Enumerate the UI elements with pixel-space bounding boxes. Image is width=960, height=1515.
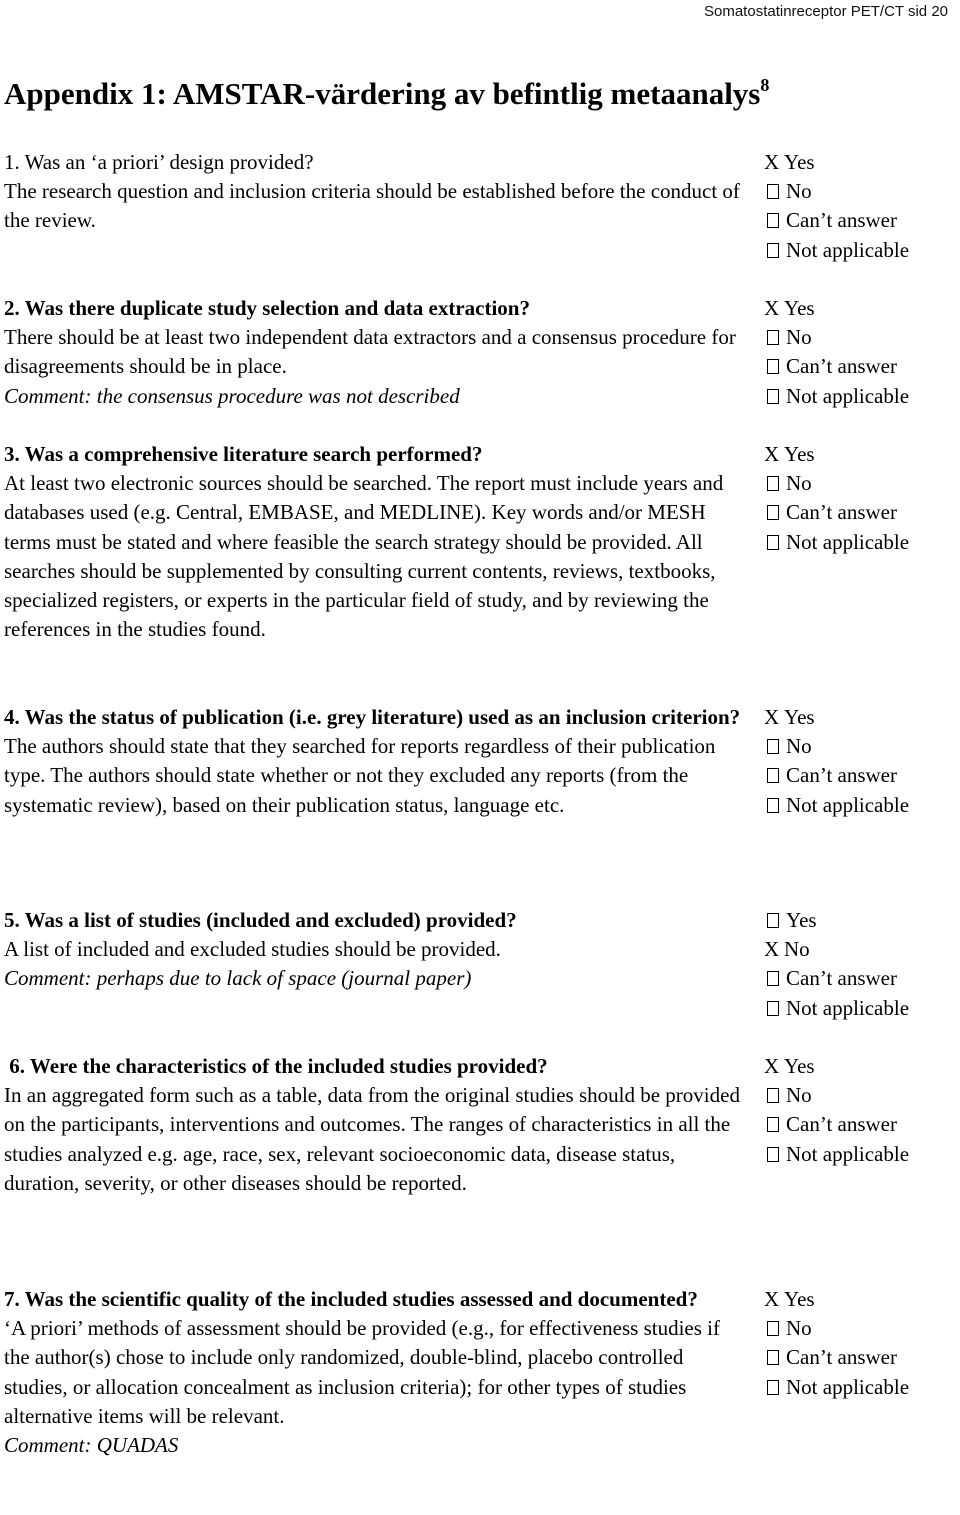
question-comment: Comment: QUADAS — [4, 1433, 179, 1458]
answer-option-no[interactable] — [764, 935, 909, 964]
answer-option-na[interactable] — [764, 791, 909, 820]
question-body: The authors should state that they searched for reports regardless of their publication type. The authors should state whether or not they excluded any reports (from the systematic review), based on their publication status, language etc. — [4, 734, 716, 817]
answer-option-label: Not applicable — [786, 1374, 910, 1399]
checkbox-empty[interactable] — [767, 1380, 779, 1395]
answer-option-label: No — [786, 734, 812, 759]
question-item-3 — [4, 440, 954, 644]
answer-options — [764, 148, 909, 265]
question-text — [4, 906, 744, 994]
checkbox-empty[interactable] — [767, 798, 779, 813]
question-heading: 5. Was a list of studies (included and excluded) provided? — [4, 908, 517, 932]
checkbox-empty[interactable] — [767, 971, 779, 986]
answer-option-cant[interactable] — [764, 761, 909, 790]
answer-option-na[interactable] — [764, 1140, 909, 1169]
checkbox-empty[interactable] — [767, 1350, 779, 1365]
answer-option-cant[interactable] — [764, 1110, 909, 1139]
answer-option-na[interactable] — [764, 994, 909, 1023]
question-heading: 2. Was there duplicate study selection and data extraction? — [4, 296, 530, 320]
answer-option-label: Can’t answer — [786, 354, 897, 379]
question-body: ‘A priori’ methods of assessment should be provided (e.g., for effectiveness studies if the author(s) chose to include only randomized, double-blind, placebo controlled studies, or allocation concealment as inclusion criteria); for other types of studies alternative items will be relevant. — [4, 1316, 720, 1428]
answer-option-na[interactable] — [764, 382, 909, 411]
checkbox-empty[interactable] — [767, 913, 779, 928]
answer-option-na[interactable] — [764, 528, 909, 557]
answer-option-label: Can’t answer — [786, 1112, 897, 1137]
answer-option-no[interactable] — [764, 732, 909, 761]
answer-option-label: Can’t answer — [786, 1345, 897, 1370]
question-text — [4, 294, 744, 411]
title-footnote: 8 — [760, 75, 770, 95]
question-comment: Comment: perhaps due to lack of space (journal paper) — [4, 966, 472, 991]
title-text: Appendix 1: AMSTAR-värdering av befintlig metaanalys — [4, 76, 761, 111]
answer-option-label: Yes — [784, 1054, 815, 1078]
x-mark: X — [764, 442, 780, 466]
answer-option-label: Not applicable — [786, 529, 910, 554]
answer-option-cant[interactable] — [764, 352, 909, 381]
question-heading: 7. Was the scientific quality of the included studies assessed and documented? — [4, 1287, 698, 1311]
question-text — [4, 148, 744, 236]
answer-option-cant[interactable] — [764, 1343, 909, 1372]
answer-option-label: Can’t answer — [786, 966, 897, 991]
checkbox-empty[interactable] — [767, 739, 779, 754]
answer-option-label: No — [786, 1083, 812, 1108]
checkbox-empty[interactable] — [767, 243, 779, 258]
answer-option-yes[interactable] — [764, 906, 909, 935]
answer-option-label: Not applicable — [786, 792, 910, 817]
answer-option-yes[interactable] — [764, 1052, 909, 1081]
answer-option-no[interactable] — [764, 177, 909, 206]
x-mark: X — [764, 150, 780, 174]
question-heading: 4. Was the status of publication (i.e. grey literature) used as an inclusion criterion? — [4, 705, 741, 729]
answer-option-label: No — [784, 937, 810, 962]
answer-option-label: No — [786, 1316, 812, 1341]
answer-option-cant[interactable] — [764, 498, 909, 527]
answer-options — [764, 906, 909, 1023]
answer-option-label: Yes — [784, 705, 815, 729]
checkbox-empty[interactable] — [767, 1147, 779, 1162]
checkbox-empty[interactable] — [767, 1001, 779, 1016]
question-item-4 — [4, 703, 954, 820]
answer-option-yes[interactable] — [764, 703, 909, 732]
answer-option-yes[interactable] — [764, 1285, 909, 1314]
answer-option-label: Can’t answer — [786, 500, 897, 525]
question-heading: 6. Were the characteristics of the included studies provided? — [4, 1054, 548, 1078]
answer-option-label: Can’t answer — [786, 208, 897, 233]
answer-option-label: No — [786, 179, 812, 204]
answer-option-label: Yes — [786, 908, 817, 932]
answer-option-label: Yes — [784, 442, 815, 466]
checkbox-empty[interactable] — [767, 505, 779, 520]
answer-option-label: No — [786, 471, 812, 496]
question-item-6 — [4, 1052, 954, 1198]
question-comment: Comment: the consensus procedure was not described — [4, 383, 460, 408]
answer-options — [764, 294, 909, 411]
page-title — [4, 74, 769, 114]
question-text — [4, 703, 744, 820]
answer-option-label: Yes — [784, 150, 815, 174]
question-body: There should be at least two independent data extractors and a consensus procedure for disagreements should be in place. — [4, 325, 736, 379]
answer-options — [764, 1052, 909, 1169]
answer-option-label: Yes — [784, 296, 815, 320]
question-text — [4, 1052, 744, 1198]
answer-option-label: Not applicable — [786, 995, 910, 1020]
answer-option-no[interactable] — [764, 323, 909, 352]
answer-option-no[interactable] — [764, 469, 909, 498]
question-item-5 — [4, 906, 954, 1020]
answer-option-label: Yes — [784, 1287, 815, 1311]
answer-options — [764, 703, 909, 820]
checkbox-empty[interactable] — [767, 389, 779, 404]
answer-options — [764, 440, 909, 557]
answer-option-yes[interactable] — [764, 294, 909, 323]
answer-option-label: No — [786, 325, 812, 350]
question-body: A list of included and excluded studies should be provided. — [4, 937, 501, 962]
answer-options — [764, 1285, 909, 1402]
checkbox-empty[interactable] — [767, 535, 779, 550]
answer-option-no[interactable] — [764, 1081, 909, 1110]
answer-option-na[interactable] — [764, 236, 909, 265]
checkbox-empty[interactable] — [767, 1088, 779, 1103]
question-text — [4, 1285, 744, 1460]
checkbox-empty[interactable] — [767, 1321, 779, 1336]
question-body: The research question and inclusion criteria should be established before the conduct of the review. — [4, 179, 740, 233]
checkbox-empty[interactable] — [767, 1117, 779, 1132]
checkbox-empty[interactable] — [767, 330, 779, 345]
answer-option-label: Not applicable — [786, 383, 910, 408]
answer-option-label: Can’t answer — [786, 763, 897, 788]
question-heading: 1. Was an ‘a priori’ design provided? — [4, 150, 314, 174]
x-mark: X — [764, 937, 780, 962]
question-item-2 — [4, 294, 954, 411]
checkbox-empty[interactable] — [767, 768, 779, 783]
answer-option-cant[interactable] — [764, 964, 909, 993]
answer-option-no[interactable] — [764, 1314, 909, 1343]
page-header: Somatostatinreceptor PET/CT sid 20 — [704, 3, 948, 20]
x-mark: X — [764, 1054, 780, 1078]
x-mark: X — [764, 1287, 780, 1311]
checkbox-empty[interactable] — [767, 213, 779, 228]
x-mark: X — [764, 705, 780, 729]
checkbox-empty[interactable] — [767, 359, 779, 374]
question-item-7 — [4, 1285, 954, 1460]
checkbox-empty[interactable] — [767, 476, 779, 491]
answer-option-cant[interactable] — [764, 206, 909, 235]
answer-option-yes[interactable] — [764, 148, 909, 177]
x-mark: X — [764, 296, 780, 320]
checkbox-empty[interactable] — [767, 184, 779, 199]
question-text — [4, 440, 744, 644]
answer-option-na[interactable] — [764, 1373, 909, 1402]
question-body: At least two electronic sources should be searched. The report must include years and databases used (e.g. Central, EMBASE, and MEDLINE). Key words and/or MESH terms must be stated and where feasible the search strategy should be provided. All searches should be supplemented by consulting current contents, reviews, textbooks, specialized registers, or experts in the particular field of study, and by reviewing the references in the studies found. — [4, 471, 724, 642]
question-body: In an aggregated form such as a table, data from the original studies should be provided on the participants, interventions and outcomes. The ranges of characteristics in all the studies analyzed e.g. age, race, sex, relevant socioeconomic data, disease status, duration, severity, or other diseases should be reported. — [4, 1083, 740, 1195]
question-heading: 3. Was a comprehensive literature search performed? — [4, 442, 483, 466]
answer-option-label: Not applicable — [786, 237, 910, 262]
answer-option-label: Not applicable — [786, 1141, 910, 1166]
answer-option-yes[interactable] — [764, 440, 909, 469]
question-item-1 — [4, 148, 954, 262]
